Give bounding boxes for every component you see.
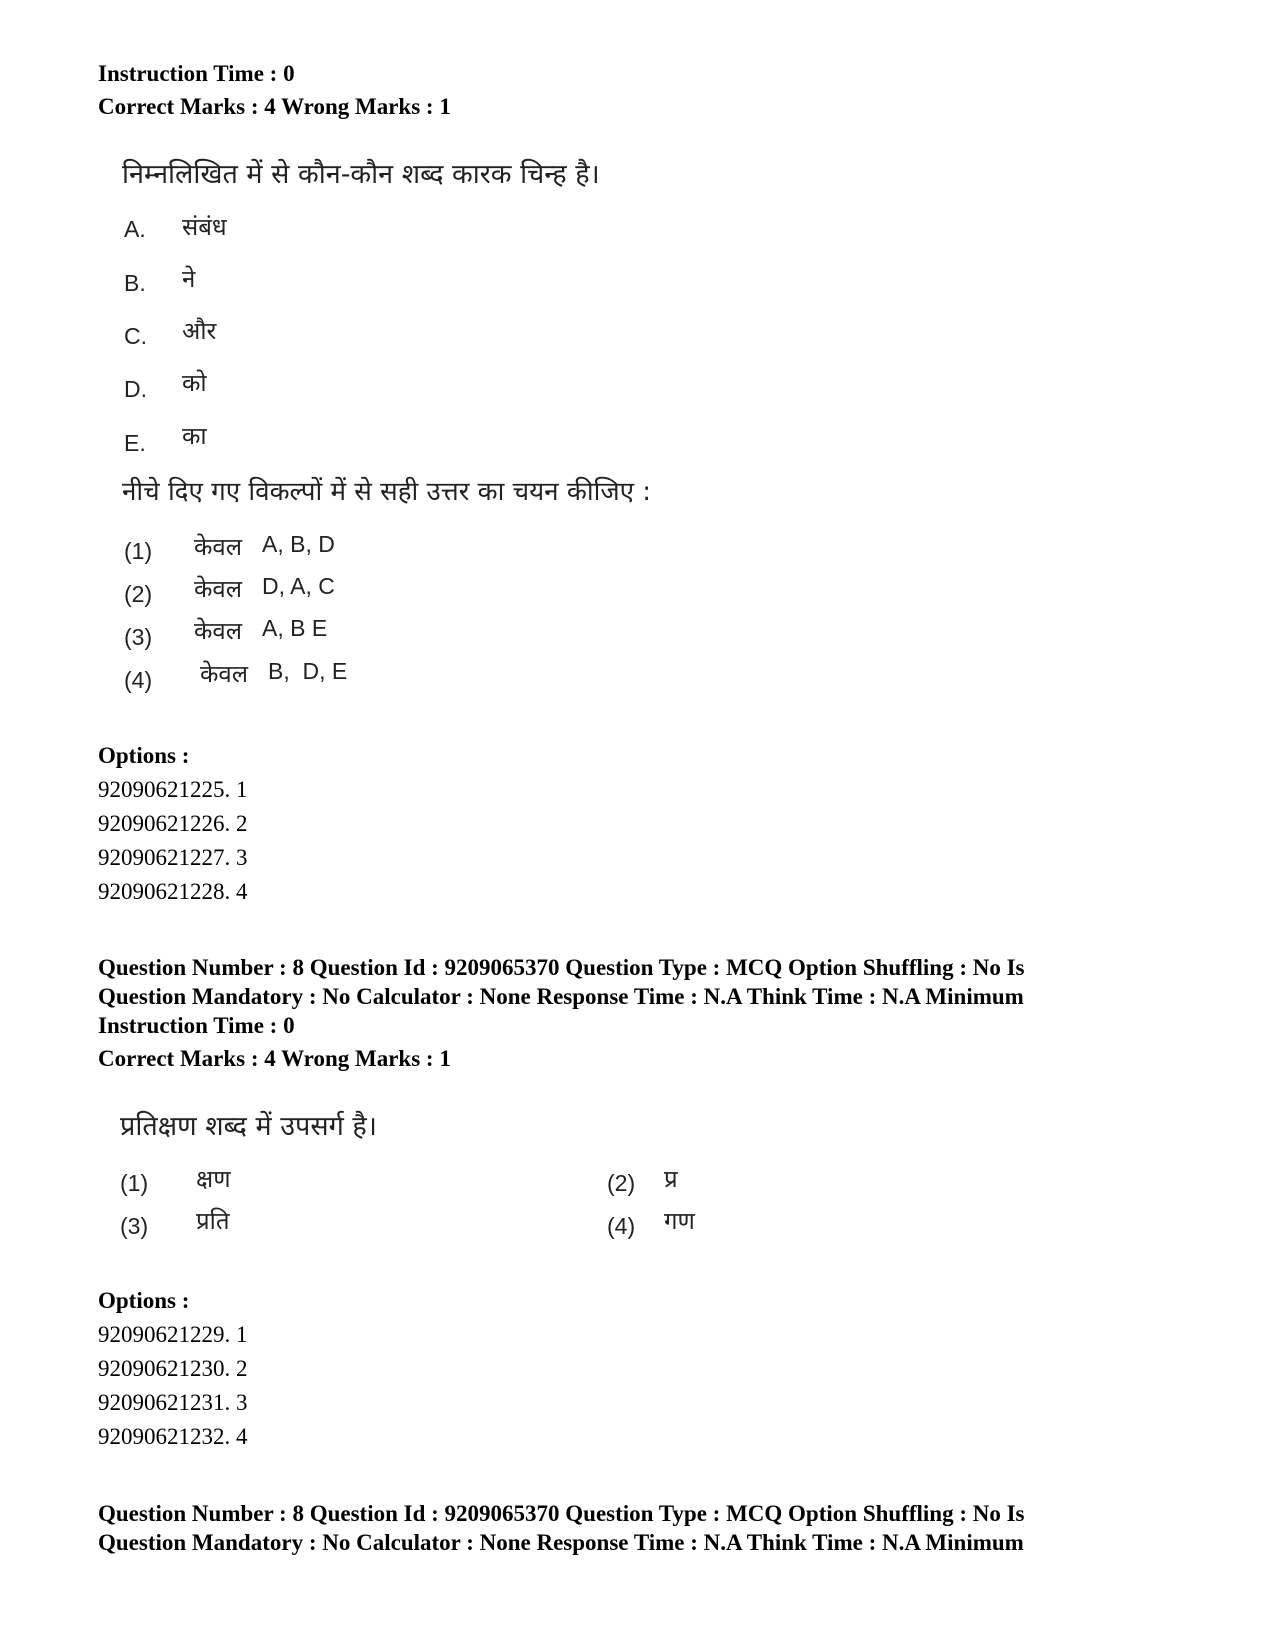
statement-value: का [182, 422, 207, 450]
question7-text: निम्नलिखित में से कौन-कौन शब्द कारक चिन्ह है। [122, 159, 600, 190]
statement-value: संबंध [182, 213, 227, 241]
choice-label: (3) [124, 624, 153, 650]
choice-value: D, A, C [262, 573, 335, 599]
statement-value: को [182, 369, 207, 397]
option-item: 92090621232. 4 [98, 1424, 248, 1449]
next-question-meta [98, 1497, 1025, 1555]
choice-label: (2) [607, 1170, 636, 1196]
question7-options [98, 739, 248, 909]
meta-line: Question Mandatory : No Calculator : None Response Time : N.A Think Time : N.A Minimum [98, 984, 1024, 1009]
question7-instruction: नीचे दिए गए विकल्पों में से सही उत्तर का चयन कीजिए : [122, 477, 652, 507]
options-title: Options : [98, 743, 190, 768]
question8-meta [98, 951, 1025, 1075]
instruction-time: Instruction Time : 0 [98, 1013, 295, 1038]
choice-value: गण [664, 1207, 695, 1235]
question8-options [98, 1284, 248, 1454]
meta-line: Question Mandatory : No Calculator : None Response Time : N.A Think Time : N.A Minimum [98, 1530, 1024, 1555]
marks-line: Correct Marks : 4 Wrong Marks : 1 [98, 1046, 451, 1071]
choice-label: (1) [120, 1170, 149, 1196]
statement-label: B. [124, 270, 146, 296]
options-title: Options : [98, 1288, 190, 1313]
option-item: 92090621226. 2 [98, 811, 248, 836]
choice-value: प्रति [196, 1207, 230, 1235]
choice-value: प्र [664, 1165, 678, 1193]
option-item: 92090621225. 1 [98, 777, 248, 802]
choice-prefix: केवल [200, 660, 249, 688]
choice-label: (4) [124, 667, 153, 693]
option-item: 92090621227. 3 [98, 845, 248, 870]
instruction-time: Instruction Time : 0 [98, 61, 295, 86]
marks-line: Correct Marks : 4 Wrong Marks : 1 [98, 94, 451, 119]
option-item: 92090621231. 3 [98, 1390, 248, 1415]
statement-value: और [182, 317, 217, 345]
choice-label: (4) [607, 1213, 636, 1239]
choice-value: A, B, D [262, 531, 335, 557]
question8-text: प्रतिक्षण शब्द में उपसर्ग है। [120, 1111, 377, 1142]
option-item: 92090621229. 1 [98, 1322, 248, 1347]
choice-prefix: केवल [194, 617, 243, 645]
choice-label: (2) [124, 581, 153, 607]
statement-label: D. [124, 376, 147, 402]
option-item: 92090621228. 4 [98, 879, 248, 904]
question7-meta [98, 57, 451, 123]
choice-prefix: केवल [194, 575, 243, 603]
statement-value: ने [182, 265, 196, 293]
statement-label: E. [124, 430, 146, 456]
statement-label: A. [124, 216, 146, 242]
option-item: 92090621230. 2 [98, 1356, 248, 1381]
meta-line: Question Number : 8 Question Id : 9209065370 Question Type : MCQ Option Shuffling : No Is [98, 955, 1025, 980]
choice-label: (3) [120, 1213, 149, 1239]
choice-value: B, D, E [268, 658, 348, 684]
meta-line: Question Number : 8 Question Id : 9209065370 Question Type : MCQ Option Shuffling : No Is [98, 1501, 1025, 1526]
choice-label: (1) [124, 538, 153, 564]
statement-label: C. [124, 323, 147, 349]
choice-value: क्षण [196, 1165, 231, 1193]
choice-prefix: केवल [194, 533, 243, 561]
choice-value: A, B E [262, 615, 328, 641]
